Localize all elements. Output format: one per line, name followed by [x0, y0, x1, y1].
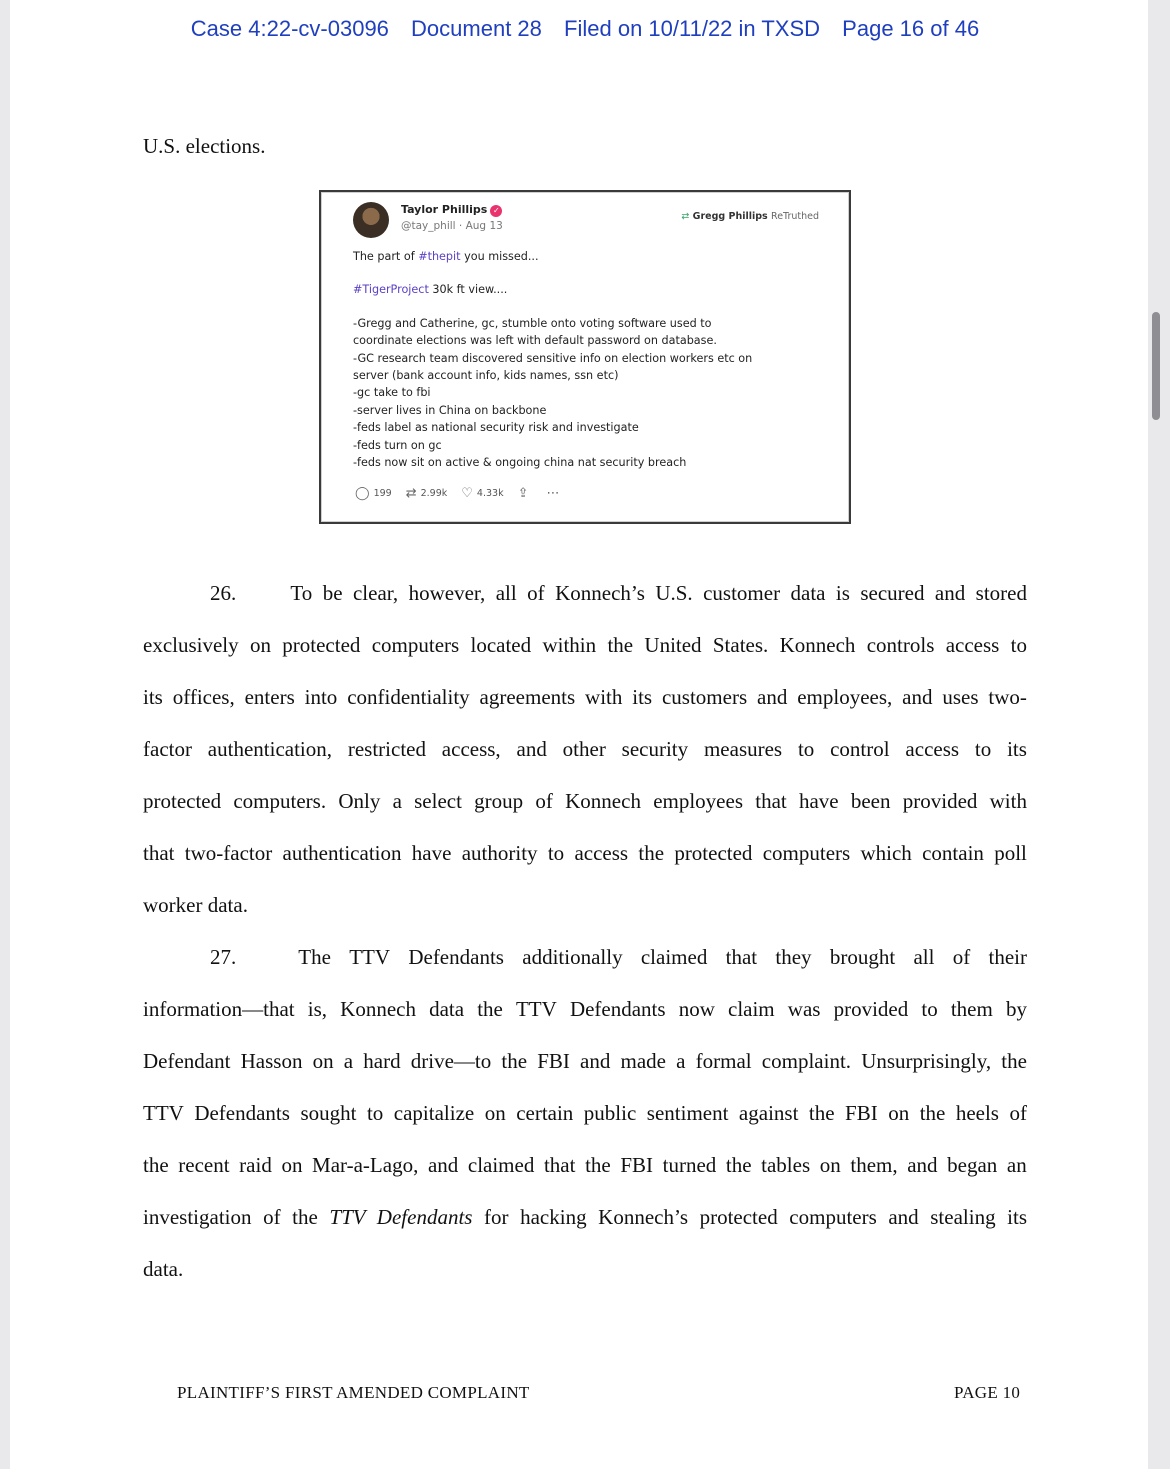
tweet-actions — [355, 486, 577, 501]
word: its — [1007, 737, 1027, 761]
paragraph-27 — [143, 931, 1027, 1295]
word: employees, — [797, 685, 893, 709]
paragraph-line — [143, 1087, 1027, 1139]
word: on — [249, 633, 271, 657]
word: been — [850, 789, 891, 813]
word: of — [1009, 1101, 1027, 1125]
word: on — [312, 1049, 334, 1073]
word: that — [725, 945, 758, 969]
word: have — [798, 789, 839, 813]
word: Defendants — [569, 997, 666, 1021]
retruth-info — [681, 211, 819, 222]
more-icon: ⋯ — [546, 486, 560, 501]
word: heels — [955, 1101, 999, 1125]
word: a — [343, 1049, 354, 1073]
word: with — [585, 685, 623, 709]
word: claim — [728, 997, 775, 1021]
word: all — [495, 581, 517, 605]
word: clear, — [352, 581, 399, 605]
word: brought — [829, 945, 896, 969]
word: authentication, — [207, 737, 333, 761]
word: data — [790, 581, 826, 605]
word: factor — [143, 737, 192, 761]
word: be — [322, 581, 343, 605]
word: raid — [239, 1153, 272, 1177]
word: them — [950, 997, 993, 1021]
word: the — [725, 1153, 752, 1177]
tweet-line-1 — [353, 248, 823, 265]
word: Unsurprisingly, — [861, 1049, 992, 1073]
paragraph-line — [143, 983, 1027, 1035]
tweet-bullet-list — [353, 315, 823, 472]
word: the — [501, 1049, 528, 1073]
retruth-label: ReTruthed — [771, 211, 819, 222]
more-button[interactable] — [546, 486, 563, 501]
author-name: Taylor Phillips — [401, 203, 488, 216]
case-header — [0, 16, 1170, 42]
paragraph-line — [143, 1191, 1027, 1243]
word: information—that — [143, 997, 295, 1021]
word: other — [562, 737, 606, 761]
word: U.S. — [655, 581, 693, 605]
word: the — [808, 1101, 835, 1125]
word: to — [1010, 633, 1027, 657]
word: of — [535, 789, 553, 813]
paragraph-line — [143, 619, 1027, 671]
tweet-bullet-line: -server lives in China on backbone — [353, 403, 547, 417]
tweet-bullet-line: server (bank account info, kids names, ssn etc) — [353, 369, 619, 383]
word: tables — [761, 1153, 811, 1177]
word: which — [860, 841, 912, 865]
word: and — [516, 737, 547, 761]
tweet-author — [401, 203, 502, 217]
retruth-button[interactable] — [406, 486, 448, 501]
word: enters — [244, 685, 295, 709]
paragraph-text: for hacking Konnech’s protected computers and stealing its — [472, 1205, 1027, 1229]
word: Konnech — [779, 633, 856, 657]
word: claimed — [467, 1153, 535, 1177]
word: turned — [662, 1153, 717, 1177]
tweet-text: 30k ft view.... — [428, 283, 508, 297]
paragraph-number: 27. — [210, 945, 237, 969]
hashtag-link[interactable]: #thepit — [418, 250, 461, 263]
word: computers — [371, 633, 460, 657]
share-button[interactable] — [518, 486, 533, 501]
tweet-text: The part of — [353, 250, 419, 263]
word: provided — [833, 997, 909, 1021]
word: and — [934, 581, 966, 605]
word: that — [755, 789, 787, 813]
tweet-text: you missed... — [460, 250, 539, 263]
italic-party-name: TTV Defendants — [329, 1205, 473, 1229]
word: the — [919, 1101, 946, 1125]
tweet-bullet-line: -Gregg and Catherine, gc, stumble onto voting software used to — [353, 316, 712, 330]
scrollbar-thumb[interactable] — [1152, 312, 1160, 420]
word: on — [484, 1101, 506, 1125]
word: provided — [902, 789, 978, 813]
word: access — [945, 633, 1000, 657]
word: additionally — [522, 945, 623, 969]
page-indicator[interactable]: Page 16 of 46 — [842, 16, 980, 41]
word: all — [913, 945, 935, 969]
word: and — [757, 685, 788, 709]
word: Hasson — [240, 1049, 303, 1073]
paragraph-line — [143, 775, 1027, 827]
word: uses — [942, 685, 979, 709]
word: that — [143, 841, 175, 865]
word: security — [621, 737, 689, 761]
word: TTV — [143, 1101, 184, 1125]
paragraph-last-line: data. — [143, 1257, 184, 1281]
word: its — [143, 685, 163, 709]
word: protected — [143, 789, 222, 813]
word: recent — [178, 1153, 230, 1177]
paragraph-26 — [143, 567, 1027, 931]
word: on — [281, 1153, 303, 1177]
paragraph-number: 26. — [210, 581, 237, 605]
word: sentiment — [646, 1101, 729, 1125]
word: exclusively — [143, 633, 239, 657]
word: began — [947, 1153, 998, 1177]
word: The — [298, 945, 331, 969]
paragraph-line — [143, 931, 1027, 983]
word: States. — [712, 633, 769, 657]
retruth-icon: ⇄ — [681, 211, 690, 222]
word: and — [902, 685, 933, 709]
word: employees — [653, 789, 743, 813]
word: on — [819, 1153, 841, 1177]
share-icon: ⇪ — [517, 486, 529, 501]
intro-text — [143, 120, 1027, 172]
word: Defendants — [194, 1101, 290, 1125]
paragraph-last-line: worker data. — [143, 893, 248, 917]
word: FBI — [845, 1101, 878, 1125]
word: Konnech — [340, 997, 416, 1021]
word: and — [427, 1153, 459, 1177]
word: computers — [762, 841, 851, 865]
word: customer — [703, 581, 781, 605]
reply-icon: ◯ — [355, 486, 370, 501]
word: complaint. — [761, 1049, 852, 1073]
word: its — [632, 685, 653, 709]
word: computers. — [233, 789, 327, 813]
word: have — [411, 841, 452, 865]
word: on — [888, 1101, 910, 1125]
word: access — [574, 841, 629, 865]
document-number[interactable]: Document 28 — [411, 16, 542, 41]
word: the — [477, 997, 503, 1021]
word: Konnech’s — [555, 581, 645, 605]
word: authentication — [282, 841, 402, 865]
like-count: 4.33k — [476, 488, 504, 499]
word: access — [905, 737, 960, 761]
tweet-body — [353, 248, 823, 471]
retruth-count: 2.99k — [420, 488, 448, 499]
word: Only — [338, 789, 381, 813]
like-button[interactable] — [461, 486, 503, 501]
tweet-bullet-line: -feds turn on gc — [353, 438, 442, 452]
word: the — [607, 633, 634, 657]
word: contain — [922, 841, 984, 865]
word: of — [952, 945, 971, 969]
word: made — [620, 1049, 667, 1073]
word: two-factor — [184, 841, 273, 865]
word: protected — [674, 841, 753, 865]
intro-line: U.S. elections. — [143, 134, 266, 158]
tweet-handle: @tay_phill · Aug 13 — [401, 220, 503, 232]
word: was — [787, 997, 821, 1021]
tweet-bullet-line: -gc take to fbi — [353, 386, 431, 400]
word: a — [676, 1049, 686, 1073]
word: certain — [516, 1101, 574, 1125]
word: United — [644, 633, 702, 657]
word: public — [583, 1101, 637, 1125]
tweet-bullet-line: -GC research team discovered sensitive info on election workers etc on — [353, 351, 753, 365]
word: restricted — [347, 737, 426, 761]
tweet-bullet-line: coordinate elections was left with default password on database. — [353, 334, 717, 348]
word: protected — [282, 633, 361, 657]
word: is — [835, 581, 850, 605]
word: stored — [975, 581, 1027, 605]
word: FBI — [620, 1153, 654, 1177]
word: and — [907, 1153, 938, 1177]
word: offices, — [172, 685, 235, 709]
word: TTV — [349, 945, 391, 969]
word: to — [921, 997, 938, 1021]
word: against — [738, 1101, 799, 1125]
word: to — [797, 737, 815, 761]
word: that — [543, 1153, 576, 1177]
tweet-line-2 — [353, 281, 823, 298]
word: confidentiality — [347, 685, 470, 709]
avatar — [353, 202, 389, 238]
paragraph-line — [143, 1139, 1027, 1191]
word: secured — [860, 581, 925, 605]
paragraph-line — [143, 1035, 1027, 1087]
word: drive—to — [410, 1049, 492, 1073]
word: them, — [850, 1153, 898, 1177]
word: measures — [703, 737, 783, 761]
word: within — [542, 633, 597, 657]
word: claimed — [640, 945, 708, 969]
word: the — [1001, 1049, 1027, 1073]
word: FBI — [537, 1049, 570, 1073]
paragraph-line — [143, 567, 1027, 619]
word: to — [547, 841, 565, 865]
word: sought — [300, 1101, 357, 1125]
paragraph-line — [143, 671, 1027, 723]
word: an — [1006, 1153, 1027, 1177]
word: poll — [994, 841, 1027, 865]
word: customers — [661, 685, 748, 709]
heart-icon: ♡ — [461, 486, 473, 501]
word: access, — [441, 737, 501, 761]
reply-count: 199 — [373, 488, 392, 499]
word: To — [290, 581, 313, 605]
retruth-icon: ⇄ — [405, 486, 417, 501]
filed-date[interactable]: Filed on 10/11/22 in TXSD — [564, 16, 821, 41]
word: control — [830, 737, 890, 761]
word: select — [414, 789, 462, 813]
word: to — [974, 737, 992, 761]
word: authority — [461, 841, 538, 865]
tweet-bullet-line: -feds label as national security risk and investigate — [353, 421, 639, 435]
footer-title: PLAINTIFF’S FIRST AMENDED COMPLAINT — [177, 1383, 530, 1402]
word: a — [392, 789, 402, 813]
word: data — [429, 997, 465, 1021]
retruth-by: Gregg Phillips — [692, 211, 768, 222]
word: and — [580, 1049, 611, 1073]
word: located — [470, 633, 532, 657]
word: of — [527, 581, 545, 605]
reply-button[interactable] — [355, 486, 392, 501]
tweet-bullet-line: -feds now sit on active & ongoing china nat security breach — [353, 456, 687, 470]
paragraph-line — [143, 723, 1027, 775]
word: however, — [408, 581, 486, 605]
verified-badge-icon: ✓ — [490, 205, 502, 217]
tweet-screenshot — [319, 190, 851, 524]
word: to — [366, 1101, 384, 1125]
word: Konnech — [565, 789, 641, 813]
word: TTV — [515, 997, 557, 1021]
word: the — [143, 1153, 169, 1177]
word: hard — [363, 1049, 401, 1073]
word: Mar-a-Lago, — [312, 1153, 419, 1177]
word: the — [585, 1153, 611, 1177]
word: into — [304, 685, 338, 709]
word: their — [988, 945, 1027, 969]
word: with — [989, 789, 1027, 813]
word: group — [474, 789, 524, 813]
word: agreements — [479, 685, 576, 709]
word: capitalize — [393, 1101, 475, 1125]
word: by — [1005, 997, 1027, 1021]
footer-page-number: PAGE 10 — [954, 1383, 1021, 1402]
word: now — [678, 997, 715, 1021]
paragraph-text: investigation of the — [143, 1205, 330, 1229]
paragraph-line — [143, 827, 1027, 879]
word: Defendants — [408, 945, 504, 969]
case-number[interactable]: Case 4:22-cv-03096 — [190, 16, 389, 41]
hashtag-link[interactable]: #TigerProject — [353, 283, 429, 297]
word: controls — [866, 633, 935, 657]
word: Defendant — [143, 1049, 231, 1073]
word: is, — [307, 997, 328, 1021]
word: formal — [695, 1049, 752, 1073]
word: the — [638, 841, 665, 865]
word: they — [775, 945, 812, 969]
word: two- — [988, 685, 1027, 709]
